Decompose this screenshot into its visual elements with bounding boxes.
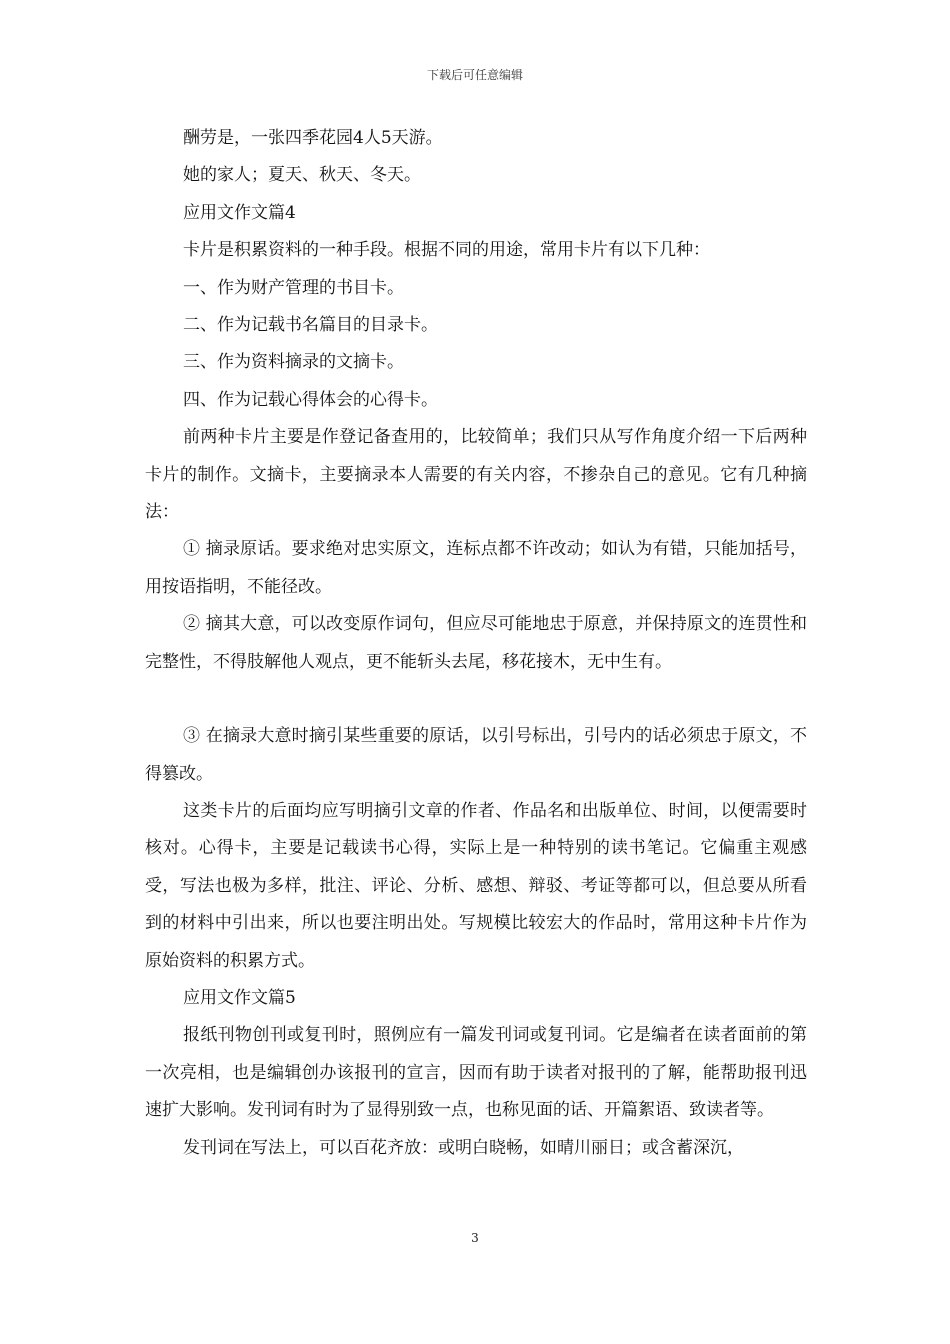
paragraph: 她的家人；夏天、秋天、冬天。	[183, 165, 421, 186]
list-item: 四、作为记载心得体会的心得卡。	[183, 389, 438, 410]
paragraph: ② 摘其大意，可以改变原作词句，但应尽可能地忠于原意，并保持原文的连贯性和完整性，不得肢解他人观点，更不能斩头去尾，移花接木，无中生有。	[145, 614, 807, 672]
paragraph: ③ 在摘录大意时摘引某些重要的原话，以引号标出，引号内的话必须忠于原文，不得篡改。	[145, 726, 807, 784]
document-body	[145, 120, 807, 1167]
paragraph: ① 摘录原话。要求绝对忠实原文，连标点都不许改动；如认为有错，只能加括号，用按语指明，不能径改。	[145, 539, 807, 597]
page-number: 3	[471, 1231, 479, 1245]
paragraph: 这类卡片的后面均应写明摘引文章的作者、作品名和出版单位、时间，以便需要时核对。心得卡，主要是记载读书心得，实际上是一种特别的读书笔记。它偏重主观感受，写法也极为多样，批注、评论、分析、感想、辩驳、考证等都可以，但总要从所看到的材料中引出来，所以也要注明出处。写规模比较宏大的作品时，常用这种卡片作为原始资料的积累方式。	[145, 800, 807, 971]
list-item: 三、作为资料摘录的文摘卡。	[183, 352, 404, 373]
list-item: 二、作为记载书名篇目的目录卡。	[183, 315, 438, 336]
paragraph: 前两种卡片主要是作登记备查用的，比较简单；我们只从写作角度介绍一下后两种卡片的制作。文摘卡，主要摘录本人需要的有关内容，不掺杂自己的意见。它有几种摘法：	[145, 427, 807, 523]
section-heading: 应用文作文篇5	[183, 987, 296, 1008]
paragraph: 报纸刊物创刊或复刊时，照例应有一篇发刊词或复刊词。它是编者在读者面前的第一次亮相，也是编辑创办该报刊的宣言，因而有助于读者对报刊的了解，能帮助报刊迅速扩大影响。发刊词有时为了显得别致一点，也称见面的话、开篇絮语、致读者等。	[145, 1025, 807, 1121]
page-header: 下载后可任意编辑	[426, 68, 523, 82]
blank-line	[145, 681, 807, 718]
paragraph: 卡片是积累资料的一种手段。根据不同的用途，常用卡片有以下几种：	[183, 240, 710, 261]
section-heading: 应用文作文篇4	[183, 202, 296, 223]
paragraph: 发刊词在写法上，可以百花齐放：或明白晓畅，如晴川丽日；或含蓄深沉，	[183, 1137, 744, 1158]
list-item: 一、作为财产管理的书目卡。	[183, 277, 404, 298]
paragraph: 酬劳是，一张四季花园4人5天游。	[183, 128, 443, 148]
